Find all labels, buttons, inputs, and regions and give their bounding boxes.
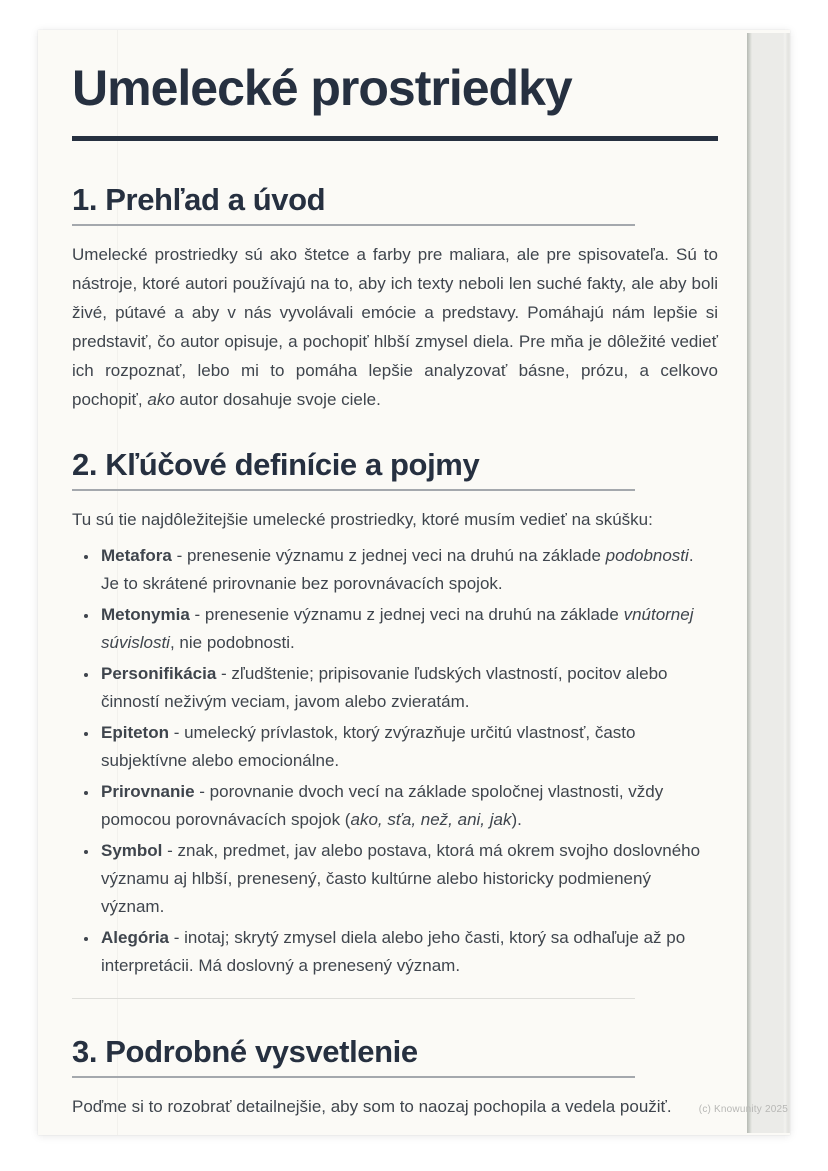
section-overview — [72, 181, 752, 414]
section-rule — [72, 224, 635, 226]
section-rule — [72, 1076, 635, 1078]
term-list — [72, 542, 712, 980]
list-item-metafora: • Metafora - prenesenie významu z jednej veci na druhú na základe podobnosti. Je to skrátené prirovnanie bez porovnávacích spojok. — [99, 542, 712, 598]
document-page — [38, 30, 790, 1135]
explanation-paragraph: Poďme si to rozobrať detailnejšie, aby som to naozaj pochopila a vedela použiť. — [72, 1097, 672, 1116]
section-heading-overview: 1. Prehľad a úvod — [72, 182, 326, 217]
watermark-label: (c) Knowunity 2025 — [698, 1104, 788, 1115]
list-item-metonymia: • Metonymia - prenesenie významu z jednej veci na druhú na základe vnútornej súvislosti, nie podobnosti. — [99, 601, 712, 657]
definitions-intro: Tu sú tie najdôležitejšie umelecké prostriedky, ktoré musím vedieť na skúšku: — [72, 510, 653, 529]
list-item-symbol: • Symbol - znak, predmet, jav alebo postava, ktorá má okrem svojho doslovného významu aj hlbší, prenesený, často kultúrne alebo historicky podmienený význam. — [99, 837, 712, 921]
page-edge-strip — [747, 33, 790, 1133]
section-divider — [72, 998, 635, 999]
list-item-prirovnanie: • Prirovnanie - porovnanie dvoch vecí na základe spoločnej vlastnosti, vždy pomocou porovnávacích spojok (ako, sťa, než, ani, jak). — [99, 778, 712, 834]
title-rule — [72, 136, 718, 141]
section-heading-definitions: 2. Kľúčové definície a pojmy — [72, 447, 480, 482]
list-item-personifikacia: • Personifikácia - zľudštenie; pripisovanie ľudských vlastností, pocitov alebo činností neživým veciam, javom alebo zvieratám. — [99, 660, 712, 716]
page-content — [38, 30, 752, 1121]
section-rule — [72, 489, 635, 491]
document-title: Umelecké prostriedky — [72, 60, 572, 116]
overview-paragraph: Umelecké prostriedky sú ako štetce a farby pre maliara, ale pre spisovateľa. Sú to nástroje, ktoré autori používajú na to, aby ich texty neboli len suché fakty, ale aby boli živé, pútavé a aby v nás vyvolávali emócie a predstavy. Pomáhajú nám lepšie si predstaviť, čo autor opisuje, a pochopiť hlbší zmysel diela. Pre mňa je dôležité vedieť ich rozpoznať, lebo mi to pomáha lepšie analyzovať básne, prózu, a celkovo pochopiť, ako autor dosahuje svoje ciele. — [72, 245, 718, 409]
section-explanation — [72, 1033, 752, 1121]
list-item-alegoria: • Alegória - inotaj; skrytý zmysel diela alebo jeho časti, ktorý sa odhaľuje až po interpretácii. Má doslovný a prenesený význam. — [99, 924, 712, 980]
list-item-epiteton: • Epiteton - umelecký prívlastok, ktorý zvýrazňuje určitú vlastnosť, často subjektívne alebo emocionálne. — [99, 719, 712, 775]
section-heading-explanation: 3. Podrobné vysvetlenie — [72, 1034, 418, 1069]
section-definitions — [72, 446, 752, 999]
